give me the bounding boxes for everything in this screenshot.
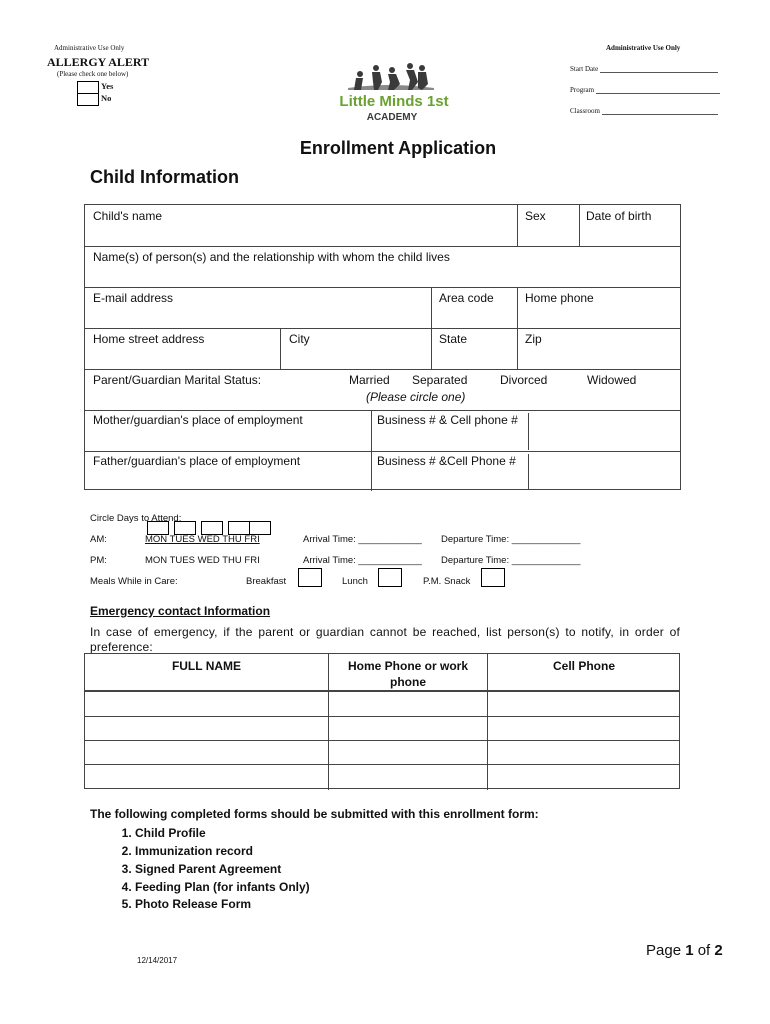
emergency-table	[84, 653, 680, 789]
am-label: AM:	[90, 534, 107, 545]
persons-field[interactable]: Name(s) of person(s) and the relationship with whom the child lives	[93, 250, 450, 264]
circle-days-label: Circle Days to Attend:	[90, 513, 182, 524]
am-tues-box[interactable]	[174, 521, 196, 535]
child-info-table	[84, 204, 681, 490]
zip-field[interactable]: Zip	[525, 332, 542, 346]
sex-field[interactable]: Sex	[525, 209, 546, 223]
am-mon-box[interactable]	[147, 521, 169, 535]
list-item: 5. Photo Release Form	[135, 895, 310, 913]
admin-use-label-right: Administrative Use Only	[606, 44, 681, 52]
breakfast-label: Breakfast	[246, 576, 287, 587]
list-item: 2. Immunization record	[135, 842, 310, 860]
state-field[interactable]: State	[439, 332, 468, 346]
father-employment-field[interactable]: Father/guardian's place of employment	[93, 454, 301, 468]
emergency-instructions: In case of emergency, if the parent or guardian cannot be reached, list person(s) to notify, in order of preference:	[90, 625, 680, 654]
list-item: 4. Feeding Plan (for infants Only)	[135, 878, 310, 896]
start-date-field[interactable]: Start Date	[570, 64, 718, 73]
lunch-label: Lunch	[342, 576, 368, 587]
allergy-alert-title: ALLERGY ALERT	[47, 55, 150, 69]
am-departure-time[interactable]: Departure Time: _____________	[441, 534, 581, 545]
logo-sub: ACADEMY	[366, 112, 418, 123]
lunch-box[interactable]	[378, 568, 402, 587]
emergency-title: Emergency contact Information	[90, 604, 271, 618]
area-code-field[interactable]: Area code	[439, 291, 494, 305]
am-wed-box[interactable]	[201, 521, 223, 535]
allergy-no-label: No	[101, 93, 112, 103]
pm-label: PM:	[90, 555, 107, 566]
marital-option-divorced[interactable]: Divorced	[500, 373, 548, 387]
breakfast-box[interactable]	[298, 568, 322, 587]
pm-days[interactable]: MON TUES WED THU FRI	[145, 555, 260, 566]
program-field[interactable]: Program	[570, 85, 720, 94]
marital-option-separated[interactable]: Separated	[412, 373, 468, 387]
col-full-name: FULL NAME	[171, 659, 242, 673]
email-field[interactable]: E-mail address	[93, 291, 174, 305]
am-arrival-time[interactable]: Arrival Time: ____________	[303, 534, 422, 545]
street-field[interactable]: Home street address	[93, 332, 205, 346]
col-home-phone: Home Phone or work phone	[347, 659, 469, 689]
academy-logo	[330, 60, 458, 124]
page-title: Enrollment Application	[299, 138, 497, 158]
meals-label: Meals While in Care:	[90, 576, 178, 587]
snack-box[interactable]	[481, 568, 505, 587]
allergy-yes-label: Yes	[101, 81, 114, 91]
forms-list	[90, 824, 310, 913]
section-title: Child Information	[90, 167, 239, 187]
footer-date: 12/14/2017	[137, 956, 178, 965]
allergy-note: (Please check one below)	[57, 70, 129, 78]
allergy-no-checkbox[interactable]	[77, 93, 99, 106]
pm-arrival-time[interactable]: Arrival Time: ____________	[303, 555, 422, 566]
marital-option-married[interactable]: Married	[349, 373, 390, 387]
classroom-field[interactable]: Classroom	[570, 106, 718, 115]
forms-title: The following completed forms should be submitted with this enrollment form:	[90, 807, 539, 821]
col-cell-phone: Cell Phone	[552, 659, 615, 673]
circle-one-note: (Please circle one)	[366, 390, 466, 404]
pm-departure-time[interactable]: Departure Time: _____________	[441, 555, 581, 566]
dob-field[interactable]: Date of birth	[586, 209, 652, 223]
snack-label: P.M. Snack	[423, 576, 471, 587]
marital-option-widowed[interactable]: Widowed	[587, 373, 637, 387]
children-silhouette-icon	[330, 60, 458, 124]
marital-status-label: Parent/Guardian Marital Status:	[93, 373, 262, 387]
admin-use-label-left: Administrative Use Only	[54, 44, 125, 52]
home-phone-field[interactable]: Home phone	[525, 291, 594, 305]
am-thu-box[interactable]	[228, 521, 250, 535]
logo-name: Little Minds 1st	[339, 93, 449, 110]
childs-name-field[interactable]: Child's name	[93, 209, 162, 223]
list-item: 3. Signed Parent Agreement	[135, 860, 310, 878]
am-fri-box[interactable]	[249, 521, 271, 535]
mother-employment-field[interactable]: Mother/guardian's place of employment	[93, 413, 303, 427]
page-number: Page 1 of 2	[646, 942, 723, 959]
mother-phone-field[interactable]: Business # & Cell phone #	[377, 413, 518, 427]
am-days[interactable]: MON TUES WED THU FRI	[145, 534, 260, 545]
list-item: 1. Child Profile	[135, 824, 310, 842]
father-phone-field[interactable]: Business # &Cell Phone #	[377, 454, 516, 468]
city-field[interactable]: City	[289, 332, 310, 346]
